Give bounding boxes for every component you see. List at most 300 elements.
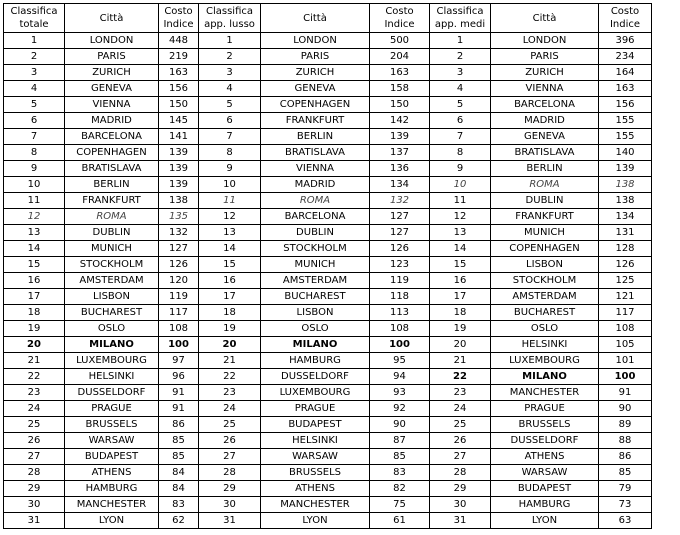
ranking-table-container (3, 3, 652, 529)
rank-totale-cell: 20 (4, 337, 65, 353)
table-row (4, 65, 652, 81)
index-medi-cell: 396 (599, 33, 652, 49)
city-totale-cell: GENEVA (65, 81, 159, 97)
rank-lusso-cell: 23 (199, 385, 261, 401)
city-totale-cell: BUCHAREST (65, 305, 159, 321)
rank-lusso-cell: 4 (199, 81, 261, 97)
city-medi-cell: VIENNA (491, 81, 599, 97)
index-medi-cell: 100 (599, 369, 652, 385)
city-medi-cell: LUXEMBOURG (491, 353, 599, 369)
rank-medi-cell: 30 (430, 497, 491, 513)
header-costo-indice-medi: Costo Indice (599, 4, 652, 33)
city-totale-cell: DUBLIN (65, 225, 159, 241)
index-medi-cell: 79 (599, 481, 652, 497)
index-medi-cell: 91 (599, 385, 652, 401)
index-totale-cell: 85 (159, 449, 199, 465)
city-lusso-cell: HELSINKI (261, 433, 370, 449)
index-medi-cell: 155 (599, 129, 652, 145)
city-medi-cell: GENEVA (491, 129, 599, 145)
rank-lusso-cell: 14 (199, 241, 261, 257)
index-totale-cell: 83 (159, 497, 199, 513)
city-lusso-cell: LONDON (261, 33, 370, 49)
city-lusso-cell: LYON (261, 513, 370, 529)
index-lusso-cell: 82 (370, 481, 430, 497)
table-row (4, 97, 652, 113)
table-row (4, 385, 652, 401)
rank-lusso-cell: 2 (199, 49, 261, 65)
index-medi-cell: 155 (599, 113, 652, 129)
index-totale-cell: 120 (159, 273, 199, 289)
city-medi-cell: ATHENS (491, 449, 599, 465)
city-lusso-cell: PRAGUE (261, 401, 370, 417)
index-medi-cell: 63 (599, 513, 652, 529)
table-row (4, 449, 652, 465)
city-medi-cell: MILANO (491, 369, 599, 385)
rank-medi-cell: 25 (430, 417, 491, 433)
table-row (4, 177, 652, 193)
index-totale-cell: 117 (159, 305, 199, 321)
index-totale-cell: 139 (159, 177, 199, 193)
index-medi-cell: 138 (599, 177, 652, 193)
header-classifica-medi: Classifica app. medi (430, 4, 491, 33)
rank-medi-cell: 20 (430, 337, 491, 353)
city-lusso-cell: ZURICH (261, 65, 370, 81)
table-row (4, 273, 652, 289)
rank-lusso-cell: 3 (199, 65, 261, 81)
rank-totale-cell: 8 (4, 145, 65, 161)
index-medi-cell: 164 (599, 65, 652, 81)
index-totale-cell: 108 (159, 321, 199, 337)
rank-medi-cell: 19 (430, 321, 491, 337)
city-medi-cell: PRAGUE (491, 401, 599, 417)
table-row (4, 465, 652, 481)
rank-lusso-cell: 9 (199, 161, 261, 177)
city-lusso-cell: ATHENS (261, 481, 370, 497)
city-totale-cell: BRUSSELS (65, 417, 159, 433)
rank-medi-cell: 24 (430, 401, 491, 417)
table-row (4, 513, 652, 529)
header-citta-lusso: Città (261, 4, 370, 33)
city-medi-cell: STOCKHOLM (491, 273, 599, 289)
city-lusso-cell: MILANO (261, 337, 370, 353)
city-lusso-cell: ROMA (261, 193, 370, 209)
rank-totale-cell: 11 (4, 193, 65, 209)
rank-medi-cell: 9 (430, 161, 491, 177)
rank-totale-cell: 2 (4, 49, 65, 65)
index-totale-cell: 91 (159, 401, 199, 417)
index-lusso-cell: 150 (370, 97, 430, 113)
index-medi-cell: 85 (599, 465, 652, 481)
rank-lusso-cell: 10 (199, 177, 261, 193)
index-medi-cell: 139 (599, 161, 652, 177)
rank-medi-cell: 4 (430, 81, 491, 97)
city-medi-cell: OSLO (491, 321, 599, 337)
rank-totale-cell: 1 (4, 33, 65, 49)
rank-medi-cell: 12 (430, 209, 491, 225)
index-totale-cell: 97 (159, 353, 199, 369)
city-totale-cell: FRANKFURT (65, 193, 159, 209)
rank-lusso-cell: 28 (199, 465, 261, 481)
index-lusso-cell: 126 (370, 241, 430, 257)
index-medi-cell: 131 (599, 225, 652, 241)
index-totale-cell: 96 (159, 369, 199, 385)
city-medi-cell: BRUSSELS (491, 417, 599, 433)
table-row (4, 33, 652, 49)
header-classifica-lusso: Classifica app. lusso (199, 4, 261, 33)
index-lusso-cell: 92 (370, 401, 430, 417)
city-totale-cell: VIENNA (65, 97, 159, 113)
index-totale-cell: 135 (159, 209, 199, 225)
rank-medi-cell: 3 (430, 65, 491, 81)
index-lusso-cell: 100 (370, 337, 430, 353)
index-lusso-cell: 134 (370, 177, 430, 193)
city-totale-cell: LUXEMBOURG (65, 353, 159, 369)
index-totale-cell: 86 (159, 417, 199, 433)
index-lusso-cell: 204 (370, 49, 430, 65)
index-totale-cell: 126 (159, 257, 199, 273)
index-lusso-cell: 127 (370, 225, 430, 241)
city-totale-cell: LONDON (65, 33, 159, 49)
index-lusso-cell: 139 (370, 129, 430, 145)
index-medi-cell: 134 (599, 209, 652, 225)
index-medi-cell: 73 (599, 497, 652, 513)
rank-medi-cell: 29 (430, 481, 491, 497)
index-lusso-cell: 108 (370, 321, 430, 337)
rank-lusso-cell: 11 (199, 193, 261, 209)
city-lusso-cell: LUXEMBOURG (261, 385, 370, 401)
index-totale-cell: 85 (159, 433, 199, 449)
rank-lusso-cell: 30 (199, 497, 261, 513)
city-lusso-cell: WARSAW (261, 449, 370, 465)
index-lusso-cell: 85 (370, 449, 430, 465)
table-row (4, 337, 652, 353)
index-medi-cell: 105 (599, 337, 652, 353)
rank-medi-cell: 15 (430, 257, 491, 273)
city-totale-cell: BUDAPEST (65, 449, 159, 465)
city-medi-cell: HAMBURG (491, 497, 599, 513)
city-lusso-cell: DUSSELDORF (261, 369, 370, 385)
index-medi-cell: 108 (599, 321, 652, 337)
city-medi-cell: LISBON (491, 257, 599, 273)
index-lusso-cell: 83 (370, 465, 430, 481)
city-totale-cell: HAMBURG (65, 481, 159, 497)
index-totale-cell: 139 (159, 145, 199, 161)
city-totale-cell: BARCELONA (65, 129, 159, 145)
city-totale-cell: LYON (65, 513, 159, 529)
index-medi-cell: 125 (599, 273, 652, 289)
index-lusso-cell: 61 (370, 513, 430, 529)
rank-medi-cell: 11 (430, 193, 491, 209)
rank-medi-cell: 21 (430, 353, 491, 369)
rank-totale-cell: 26 (4, 433, 65, 449)
table-row (4, 225, 652, 241)
index-totale-cell: 150 (159, 97, 199, 113)
city-lusso-cell: MUNICH (261, 257, 370, 273)
city-lusso-cell: HAMBURG (261, 353, 370, 369)
index-totale-cell: 132 (159, 225, 199, 241)
index-totale-cell: 139 (159, 161, 199, 177)
header-row (4, 4, 652, 33)
rank-totale-cell: 10 (4, 177, 65, 193)
city-totale-cell: OSLO (65, 321, 159, 337)
rank-totale-cell: 13 (4, 225, 65, 241)
city-lusso-cell: MADRID (261, 177, 370, 193)
rank-lusso-cell: 8 (199, 145, 261, 161)
city-medi-cell: HELSINKI (491, 337, 599, 353)
rank-lusso-cell: 26 (199, 433, 261, 449)
city-medi-cell: AMSTERDAM (491, 289, 599, 305)
city-lusso-cell: AMSTERDAM (261, 273, 370, 289)
table-row (4, 321, 652, 337)
rank-totale-cell: 24 (4, 401, 65, 417)
index-medi-cell: 234 (599, 49, 652, 65)
index-medi-cell: 163 (599, 81, 652, 97)
city-lusso-cell: MANCHESTER (261, 497, 370, 513)
city-lusso-cell: DUBLIN (261, 225, 370, 241)
index-lusso-cell: 119 (370, 273, 430, 289)
city-totale-cell: BRATISLAVA (65, 161, 159, 177)
city-medi-cell: LONDON (491, 33, 599, 49)
city-medi-cell: PARIS (491, 49, 599, 65)
rank-medi-cell: 26 (430, 433, 491, 449)
index-totale-cell: 84 (159, 465, 199, 481)
rank-totale-cell: 17 (4, 289, 65, 305)
rank-totale-cell: 16 (4, 273, 65, 289)
rank-lusso-cell: 18 (199, 305, 261, 321)
city-lusso-cell: FRANKFURT (261, 113, 370, 129)
table-body (4, 33, 652, 529)
index-totale-cell: 219 (159, 49, 199, 65)
city-medi-cell: MUNICH (491, 225, 599, 241)
index-lusso-cell: 95 (370, 353, 430, 369)
city-totale-cell: MILANO (65, 337, 159, 353)
table-row (4, 305, 652, 321)
city-lusso-cell: VIENNA (261, 161, 370, 177)
rank-totale-cell: 21 (4, 353, 65, 369)
rank-medi-cell: 31 (430, 513, 491, 529)
index-totale-cell: 127 (159, 241, 199, 257)
table-row (4, 145, 652, 161)
index-medi-cell: 101 (599, 353, 652, 369)
index-lusso-cell: 163 (370, 65, 430, 81)
city-lusso-cell: BUDAPEST (261, 417, 370, 433)
table-row (4, 353, 652, 369)
rank-totale-cell: 30 (4, 497, 65, 513)
index-totale-cell: 163 (159, 65, 199, 81)
rank-lusso-cell: 24 (199, 401, 261, 417)
city-medi-cell: LYON (491, 513, 599, 529)
rank-lusso-cell: 29 (199, 481, 261, 497)
rank-lusso-cell: 15 (199, 257, 261, 273)
city-totale-cell: ROMA (65, 209, 159, 225)
city-totale-cell: WARSAW (65, 433, 159, 449)
city-cost-ranking-table (3, 3, 652, 529)
city-medi-cell: DUSSELDORF (491, 433, 599, 449)
city-medi-cell: MADRID (491, 113, 599, 129)
rank-lusso-cell: 16 (199, 273, 261, 289)
index-medi-cell: 128 (599, 241, 652, 257)
index-totale-cell: 141 (159, 129, 199, 145)
table-row (4, 257, 652, 273)
city-lusso-cell: BRUSSELS (261, 465, 370, 481)
index-medi-cell: 138 (599, 193, 652, 209)
city-medi-cell: ROMA (491, 177, 599, 193)
city-medi-cell: DUBLIN (491, 193, 599, 209)
rank-lusso-cell: 31 (199, 513, 261, 529)
city-totale-cell: ZURICH (65, 65, 159, 81)
index-lusso-cell: 90 (370, 417, 430, 433)
table-row (4, 209, 652, 225)
index-lusso-cell: 118 (370, 289, 430, 305)
index-totale-cell: 156 (159, 81, 199, 97)
rank-lusso-cell: 20 (199, 337, 261, 353)
city-medi-cell: WARSAW (491, 465, 599, 481)
rank-lusso-cell: 21 (199, 353, 261, 369)
city-totale-cell: MUNICH (65, 241, 159, 257)
index-lusso-cell: 123 (370, 257, 430, 273)
rank-lusso-cell: 17 (199, 289, 261, 305)
index-lusso-cell: 75 (370, 497, 430, 513)
table-row (4, 481, 652, 497)
rank-medi-cell: 22 (430, 369, 491, 385)
city-totale-cell: STOCKHOLM (65, 257, 159, 273)
index-lusso-cell: 94 (370, 369, 430, 385)
city-medi-cell: ZURICH (491, 65, 599, 81)
city-totale-cell: PRAGUE (65, 401, 159, 417)
rank-medi-cell: 23 (430, 385, 491, 401)
index-medi-cell: 121 (599, 289, 652, 305)
rank-totale-cell: 12 (4, 209, 65, 225)
rank-lusso-cell: 1 (199, 33, 261, 49)
city-medi-cell: BARCELONA (491, 97, 599, 113)
rank-totale-cell: 18 (4, 305, 65, 321)
rank-lusso-cell: 25 (199, 417, 261, 433)
table-row (4, 193, 652, 209)
city-medi-cell: FRANKFURT (491, 209, 599, 225)
rank-medi-cell: 6 (430, 113, 491, 129)
city-lusso-cell: BARCELONA (261, 209, 370, 225)
rank-medi-cell: 27 (430, 449, 491, 465)
index-totale-cell: 62 (159, 513, 199, 529)
table-row (4, 369, 652, 385)
city-totale-cell: COPENHAGEN (65, 145, 159, 161)
city-medi-cell: COPENHAGEN (491, 241, 599, 257)
rank-totale-cell: 9 (4, 161, 65, 177)
rank-medi-cell: 8 (430, 145, 491, 161)
index-medi-cell: 89 (599, 417, 652, 433)
rank-totale-cell: 28 (4, 465, 65, 481)
city-lusso-cell: GENEVA (261, 81, 370, 97)
index-lusso-cell: 113 (370, 305, 430, 321)
rank-totale-cell: 31 (4, 513, 65, 529)
rank-totale-cell: 3 (4, 65, 65, 81)
rank-totale-cell: 19 (4, 321, 65, 337)
index-totale-cell: 138 (159, 193, 199, 209)
rank-medi-cell: 2 (430, 49, 491, 65)
rank-lusso-cell: 13 (199, 225, 261, 241)
city-medi-cell: MANCHESTER (491, 385, 599, 401)
rank-totale-cell: 22 (4, 369, 65, 385)
index-lusso-cell: 87 (370, 433, 430, 449)
index-totale-cell: 119 (159, 289, 199, 305)
index-lusso-cell: 132 (370, 193, 430, 209)
city-totale-cell: HELSINKI (65, 369, 159, 385)
rank-totale-cell: 25 (4, 417, 65, 433)
city-totale-cell: PARIS (65, 49, 159, 65)
rank-totale-cell: 27 (4, 449, 65, 465)
index-medi-cell: 156 (599, 97, 652, 113)
table-row (4, 161, 652, 177)
index-lusso-cell: 142 (370, 113, 430, 129)
index-medi-cell: 86 (599, 449, 652, 465)
header-citta-medi: Città (491, 4, 599, 33)
header-classifica-totale: Classifica totale (4, 4, 65, 33)
city-lusso-cell: PARIS (261, 49, 370, 65)
index-lusso-cell: 500 (370, 33, 430, 49)
rank-medi-cell: 1 (430, 33, 491, 49)
city-totale-cell: AMSTERDAM (65, 273, 159, 289)
city-totale-cell: MADRID (65, 113, 159, 129)
rank-medi-cell: 10 (430, 177, 491, 193)
table-row (4, 433, 652, 449)
rank-totale-cell: 6 (4, 113, 65, 129)
rank-lusso-cell: 27 (199, 449, 261, 465)
city-lusso-cell: BRATISLAVA (261, 145, 370, 161)
table-row (4, 81, 652, 97)
rank-totale-cell: 15 (4, 257, 65, 273)
rank-medi-cell: 5 (430, 97, 491, 113)
city-totale-cell: BERLIN (65, 177, 159, 193)
table-row (4, 289, 652, 305)
rank-medi-cell: 7 (430, 129, 491, 145)
table-row (4, 417, 652, 433)
index-totale-cell: 145 (159, 113, 199, 129)
index-medi-cell: 126 (599, 257, 652, 273)
rank-lusso-cell: 7 (199, 129, 261, 145)
header-costo-indice-lusso: Costo Indice (370, 4, 430, 33)
city-lusso-cell: STOCKHOLM (261, 241, 370, 257)
rank-medi-cell: 17 (430, 289, 491, 305)
city-totale-cell: DUSSELDORF (65, 385, 159, 401)
index-medi-cell: 140 (599, 145, 652, 161)
city-lusso-cell: LISBON (261, 305, 370, 321)
city-lusso-cell: OSLO (261, 321, 370, 337)
table-row (4, 401, 652, 417)
index-lusso-cell: 158 (370, 81, 430, 97)
city-totale-cell: LISBON (65, 289, 159, 305)
city-lusso-cell: COPENHAGEN (261, 97, 370, 113)
index-lusso-cell: 137 (370, 145, 430, 161)
city-totale-cell: ATHENS (65, 465, 159, 481)
rank-medi-cell: 14 (430, 241, 491, 257)
rank-lusso-cell: 12 (199, 209, 261, 225)
index-medi-cell: 117 (599, 305, 652, 321)
rank-totale-cell: 14 (4, 241, 65, 257)
table-row (4, 241, 652, 257)
index-totale-cell: 84 (159, 481, 199, 497)
index-medi-cell: 90 (599, 401, 652, 417)
city-totale-cell: MANCHESTER (65, 497, 159, 513)
index-totale-cell: 448 (159, 33, 199, 49)
index-lusso-cell: 93 (370, 385, 430, 401)
rank-lusso-cell: 5 (199, 97, 261, 113)
city-lusso-cell: BUCHAREST (261, 289, 370, 305)
header-citta-totale: Città (65, 4, 159, 33)
rank-totale-cell: 4 (4, 81, 65, 97)
rank-medi-cell: 28 (430, 465, 491, 481)
index-lusso-cell: 127 (370, 209, 430, 225)
table-row (4, 497, 652, 513)
